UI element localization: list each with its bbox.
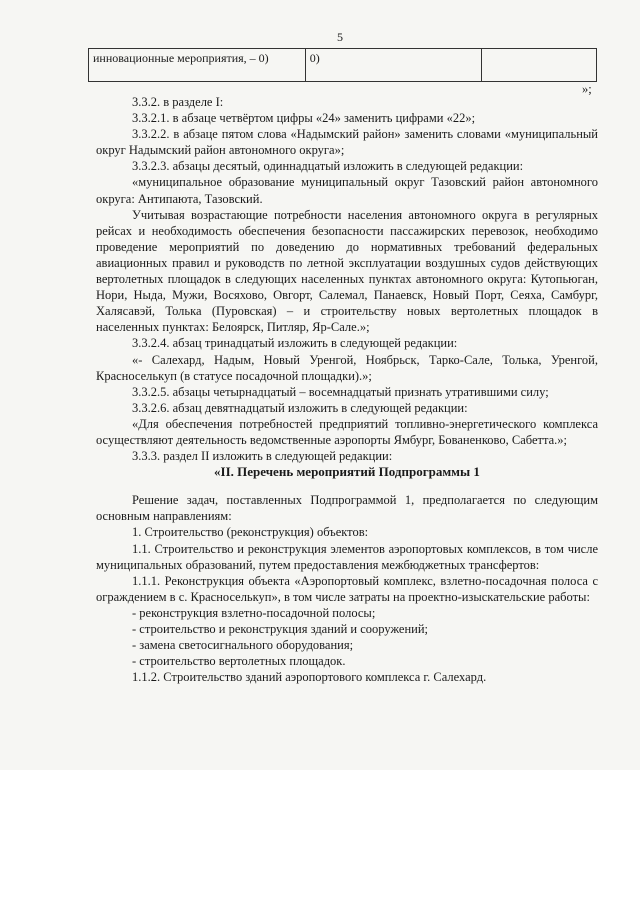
- paragraph-3-3-2: 3.3.2. в разделе I:: [132, 95, 224, 109]
- paragraph-item-1-1-1: 1.1.1. Реконструкция объекта «Аэропортовый комплекс, взлетно-посадочная полоса с ограждением в с. Красноселькуп», в том числе затраты на проектно-изыскательские работы:: [96, 573, 598, 604]
- paragraph-tazovsky: «муниципальное образование муниципальный округ Тазовский район автономного округа: Антипаюта, Тазовский.: [96, 175, 598, 206]
- list-item: - реконструкция взлетно-посадочной полосы;: [132, 605, 376, 620]
- list-item: - строительство и реконструкция зданий и сооружений;: [132, 622, 429, 636]
- paragraph-helipads: Учитывая возрастающие потребности населения автономного округа в регулярных рейсах и необходимость обеспечения безопасности пассажирских перевозок, необходимо проведение мероприятий по доведению до нормативных требований федеральных авиационных правил и руководств по летной эксплуатации воздушных судов действующих вертолетных площадок в следующих населенных пунктах автономного округа: Кутопьюган, Нори, Ныда, Мужи, Восяхово, Овгорт, Салемал, Панаевск, Новый Порт, Сеяха, Самбург, Халясавэй, Толька (Пуровская) – и строительству новых вертолетных площадок в населенных пунктах: Белоярск, Питляр, Яр-Сале.»;: [96, 207, 598, 335]
- paragraph-3-3-3: 3.3.3. раздел II изложить в следующей редакции:: [132, 449, 393, 464]
- closing-quote: »;: [582, 82, 592, 96]
- table-cell-empty: [481, 49, 596, 82]
- paragraph-item-1-1-2: 1.1.2. Строительство зданий аэропортового комплекса г. Салехард.: [132, 670, 487, 685]
- paragraph-tasks: Решение задач, поставленных Подпрограммой 1, предполагается по следующим основным направлениям:: [96, 493, 598, 524]
- document-text: [96, 94, 598, 685]
- paragraph-3-3-2-6: 3.3.2.6. абзац девятнадцатый изложить в следующей редакции:: [132, 400, 468, 415]
- paragraph-item-1: 1. Строительство (реконструкция) объектов:: [132, 525, 369, 540]
- table-row: [89, 49, 597, 82]
- paragraph-3-3-2-3: 3.3.2.3. абзацы десятый, одиннадцатый изложить в следующей редакции:: [132, 159, 524, 174]
- table-cell-text: инновационные мероприятия, – 0): [89, 49, 306, 82]
- paragraph-3-3-2-2: 3.3.2.2. в абзаце пятом слова «Надымский район» заменить словами «муниципальный округ Надымский район автономного округа»;: [96, 127, 598, 158]
- page-number: 5: [337, 30, 343, 44]
- list-item: - замена светосигнального оборудования;: [132, 638, 354, 653]
- paragraph-3-3-2-5: 3.3.2.5. абзацы четырнадцатый – восемнадцатый признать утратившими силу;: [132, 384, 549, 399]
- table-cell-value: 0): [305, 49, 481, 82]
- table-fragment: [88, 48, 597, 82]
- section-heading: «II. Перечень мероприятий Подпрограммы 1: [214, 464, 480, 480]
- paragraph-airports-list: «- Салехард, Надым, Новый Уренгой, Ноябрьск, Тарко-Сале, Толька, Уренгой, Красноселькуп (в статусе посадочной площадки).»;: [96, 352, 598, 383]
- paragraph-departmental-airports: «Для обеспечения потребностей предприятий топливно-энергетического комплекса осуществляют деятельность ведомственные аэропорты Ямбург, Бованенково, Сабетта.»;: [96, 416, 598, 447]
- paragraph-item-1-1: 1.1. Строительство и реконструкция элементов аэропортовых комплексов, в том числе муниципальных образований, путем предоставления межбюджетных трансфертов:: [96, 541, 598, 572]
- paragraph-3-3-2-1: 3.3.2.1. в абзаце четвёртом цифры «24» заменить цифрами «22»;: [132, 111, 476, 126]
- paragraph-3-3-2-4: 3.3.2.4. абзац тринадцатый изложить в следующей редакции:: [132, 336, 458, 351]
- list-item: - строительство вертолетных площадок.: [132, 654, 346, 669]
